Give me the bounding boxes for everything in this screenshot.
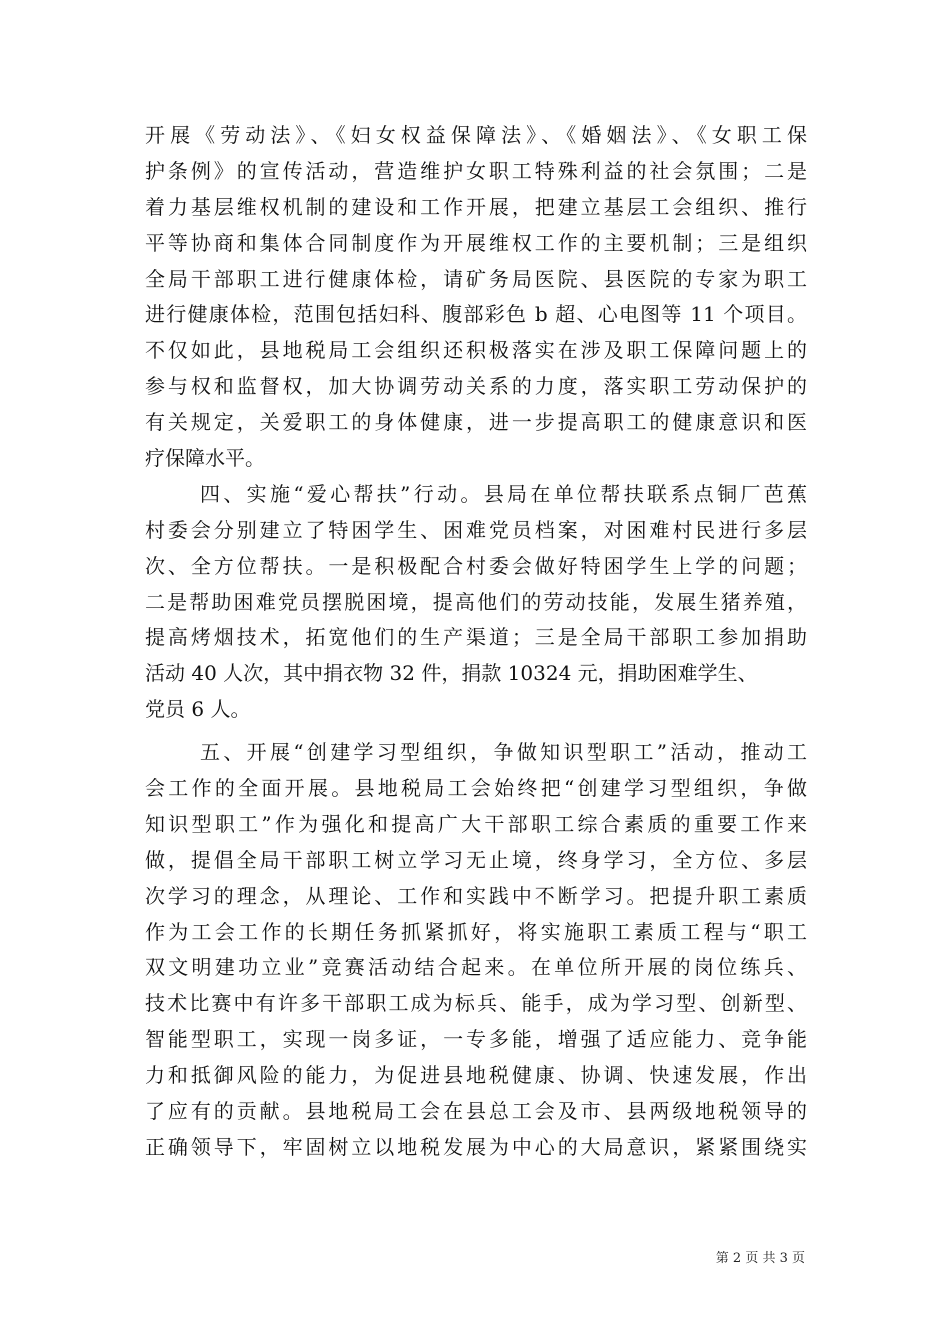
text-line: 提高烤烟技术，拓宽他们的生产渠道；三是全局干部职工参加捐助: [145, 625, 807, 650]
text-line: 五、开展“创建学习型组织，争做知识型职工”活动，推动工: [200, 740, 807, 765]
text-line: 技术比赛中有许多干部职工成为标兵、能手，成为学习型、创新型、: [145, 991, 807, 1016]
text-line: 次学习的理念，从理论、工作和实践中不断学习。把提升职工素质: [145, 883, 807, 908]
text-line: 会工作的全面开展。县地税局工会始终把“创建学习型组织，争做: [145, 776, 807, 801]
document-body: [145, 118, 807, 1166]
text-line: 党员 6 人。: [145, 697, 251, 722]
text-line: 作为工会工作的长期任务抓紧抓好，将实施职工素质工程与“职工: [145, 919, 807, 944]
text-line: 做，提倡全局干部职工树立学习无止境，终身学习，全方位、多层: [145, 847, 807, 872]
text-line: 了应有的贡献。县地税局工会在县总工会及市、县两级地税领导的: [145, 1099, 807, 1124]
text-line: 开展《劳动法》、《妇女权益保障法》、《婚姻法》、《女职工保: [145, 123, 807, 147]
text-line: 有关规定，关爱职工的身体健康，进一步提高职工的健康意识和医: [145, 410, 807, 435]
text-line: 疗保障水平。: [145, 446, 265, 471]
text-line: 双文明建功立业”竞赛活动结合起来。在单位所开展的岗位练兵、: [145, 955, 807, 980]
text-line: 力和抵御风险的能力，为促进县地税健康、协调、快速发展，作出: [145, 1063, 807, 1088]
text-line: 进行健康体检，范围包括妇科、腹部彩色 b 超、心电图等 11 个项目。: [145, 302, 807, 327]
page-number: 第 2 页 共 3 页: [715, 1251, 805, 1266]
text-line: 智能型职工，实现一岗多证，一专多能，增强了适应能力、竞争能: [145, 1027, 807, 1052]
text-line: 参与权和监督权，加大协调劳动关系的力度，落实职工劳动保护的: [145, 374, 807, 399]
text-line: 次、全方位帮扶。一是积极配合村委会做好特困学生上学的问题；: [145, 553, 807, 578]
text-line: 活动 40 人次，其中捐衣物 32 件，捐款 10324 元，捐助困难学生、: [145, 661, 758, 686]
text-line: 正确领导下，牢固树立以地税发展为中心的大局意识，紧紧围绕实: [145, 1134, 807, 1159]
text-line: 不仅如此，县地税局工会组织还积极落实在涉及职工保障问题上的: [145, 338, 807, 363]
text-line: 护条例》的宣传活动，营造维护女职工特殊利益的社会氛围；二是: [145, 158, 807, 183]
text-line: 村委会分别建立了特困学生、困难党员档案，对困难村民进行多层: [145, 517, 807, 542]
text-line: 平等协商和集体合同制度作为开展维权工作的主要机制；三是组织: [145, 230, 807, 255]
text-line: 知识型职工”作为强化和提高广大干部职工综合素质的重要工作来: [145, 811, 807, 836]
text-line: 四、实施“爱心帮扶”行动。县局在单位帮扶联系点铜厂芭蕉: [200, 481, 807, 506]
text-line: 全局干部职工进行健康体检，请矿务局医院、县医院的专家为职工: [145, 266, 807, 291]
text-line: 二是帮助困难党员摆脱困境，提高他们的劳动技能，发展生猪养殖，: [145, 589, 807, 614]
text-line: 着力基层维权机制的建设和工作开展，把建立基层工会组织、推行: [145, 194, 807, 219]
